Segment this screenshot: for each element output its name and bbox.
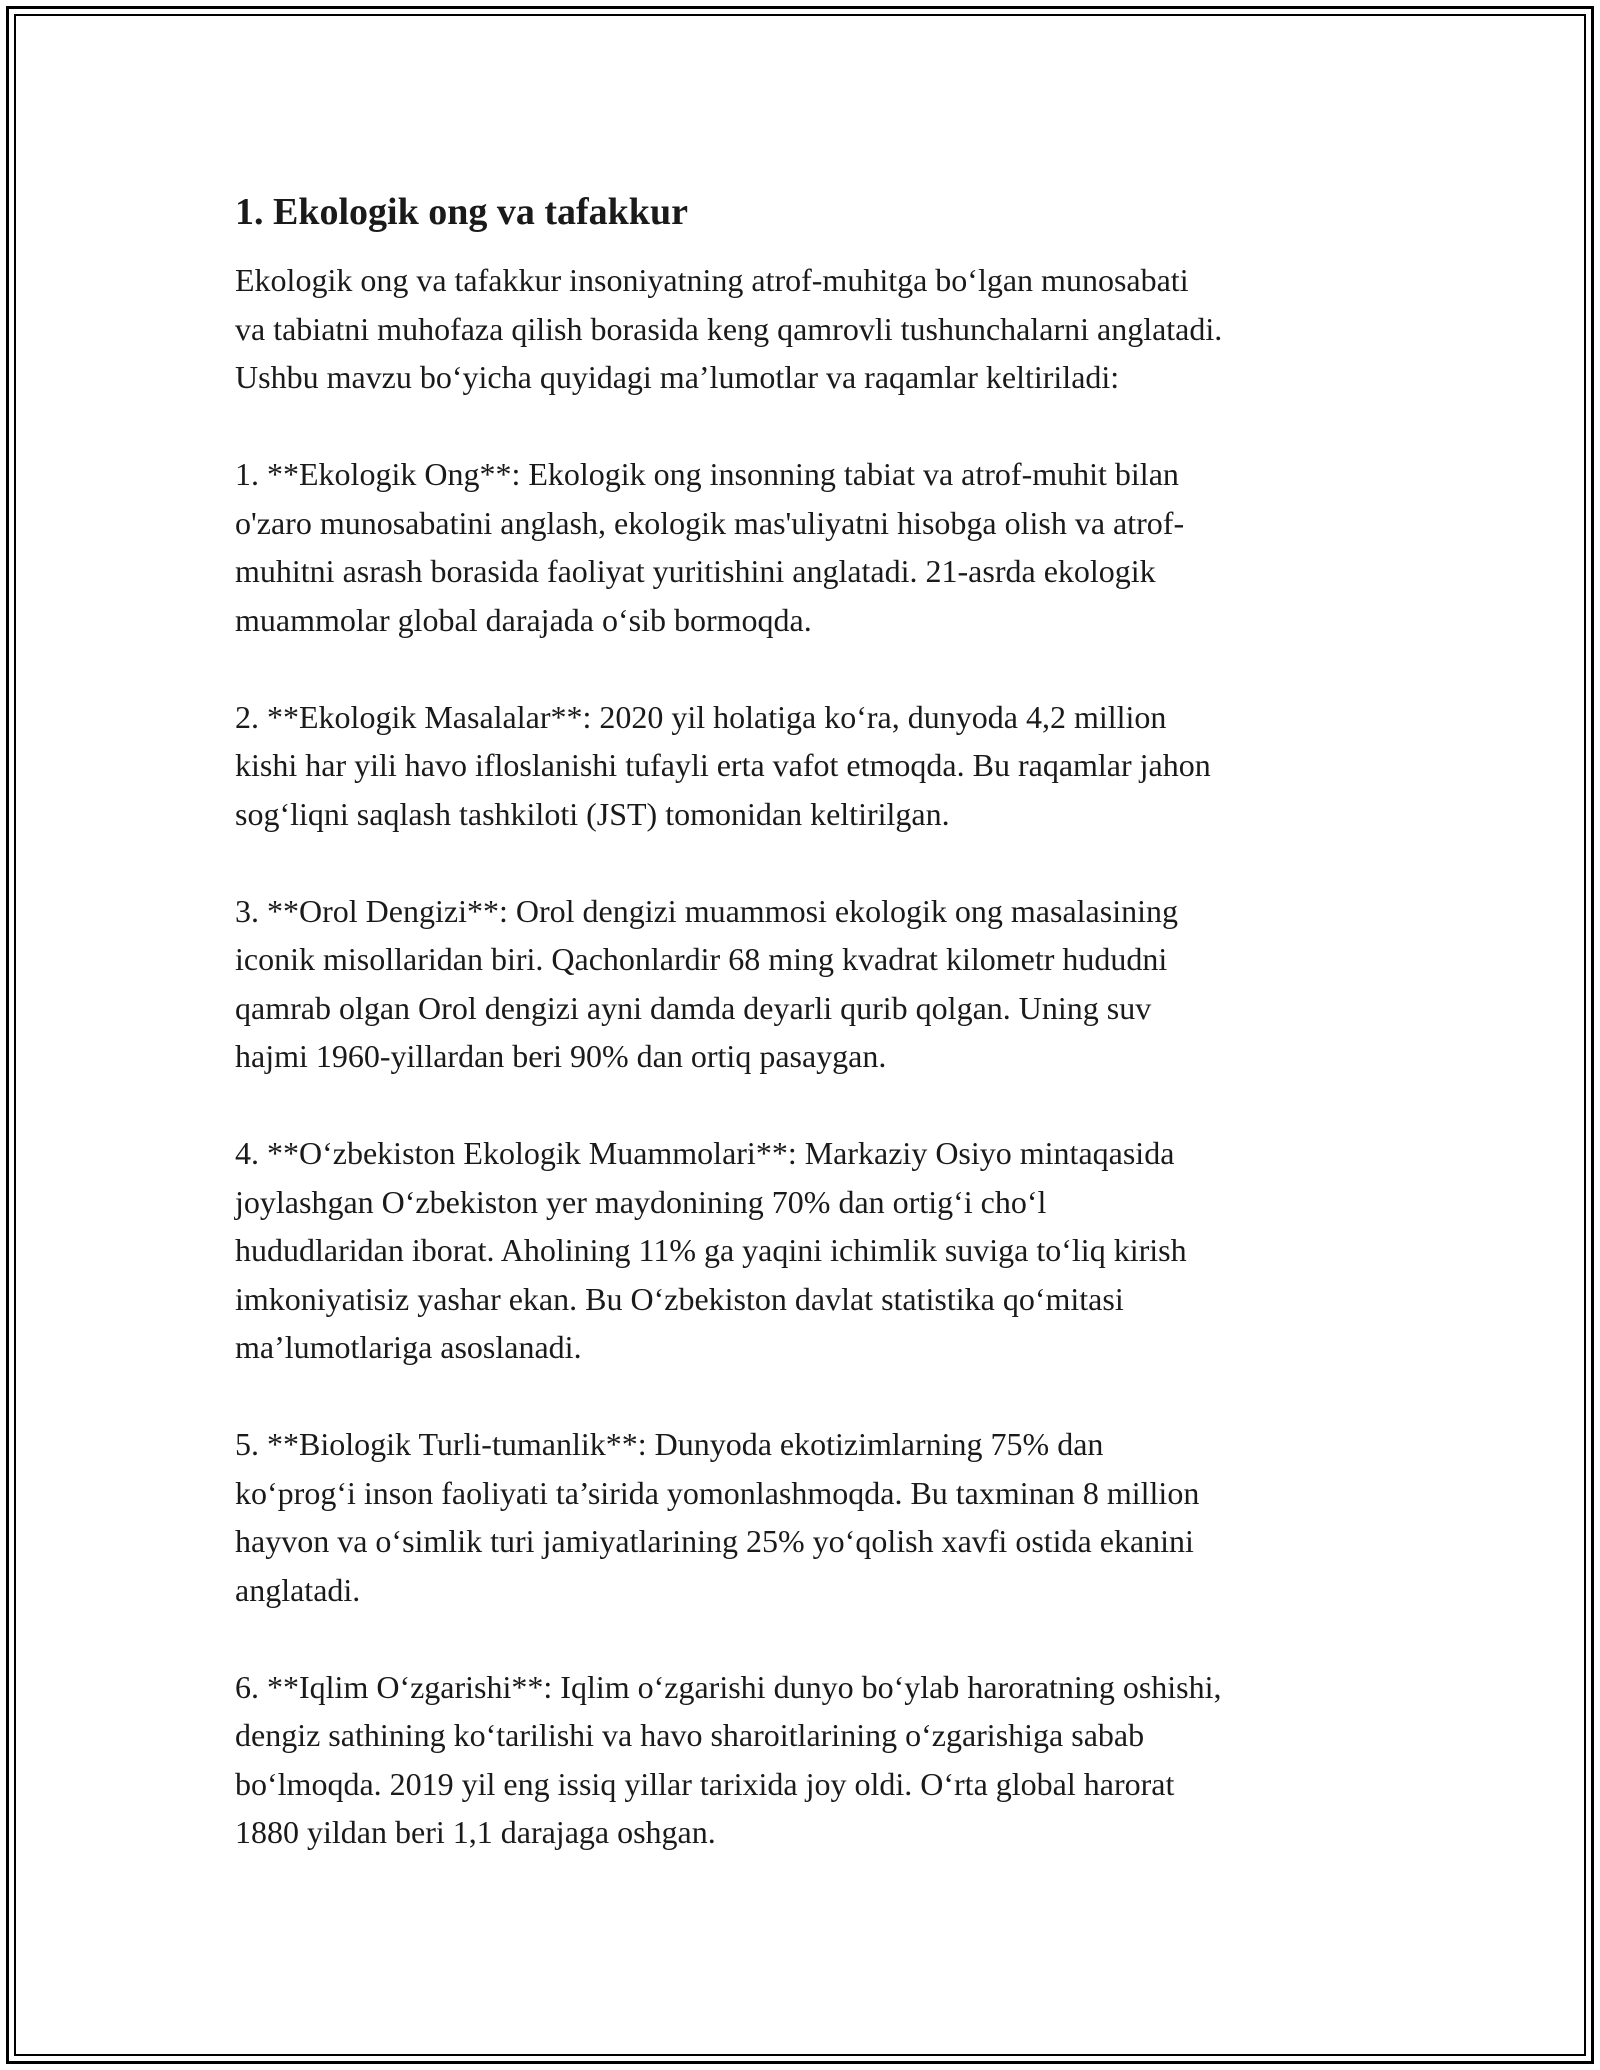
list-item-biologik-turli-tumanlik: 5. **Biologik Turli-tumanlik**: Dunyoda ekotizimlarning 75% dan ko‘prog‘i inson faoliyati ta’sirida yomonlashmoqda. Bu taxminan 8 million hayvon va o‘simlik turi jamiyatlarining 25% yo‘qolish xavfi ostida ekanini anglatadi.: [235, 1426, 1200, 1608]
list-item-iqlim-ozgarishi: 6. **Iqlim O‘zgarishi**: Iqlim o‘zgarishi dunyo bo‘ylab haroratning oshishi, dengiz sathining ko‘tarilishi va havo sharoitlarining o‘zgarishiga sabab bo‘lmoqda. 2019 yil eng issiq yillar tarixida joy oldi. O‘rta global harorat 1880 yildan beri 1,1 darajaga oshgan.: [235, 1668, 1222, 1850]
document-body: [235, 188, 1375, 1905]
intro-paragraph: Ekologik ong va tafakkur insoniyatning atrof-muhitga bo‘lgan munosabati va tabiatni muhofaza qilish borasida keng qamrovli tushunchalarni anglatadi. Ushbu mavzu bo‘yicha quyidagi ma’lumotlar va raqamlar keltiriladi:: [235, 262, 1223, 395]
list-item-ekologik-ong: 1. **Ekologik Ong**: Ekologik ong insonning tabiat va atrof-muhit bilan o'zaro munosabatini anglash, ekologik mas'uliyatni hisobga olish va atrof- muhitni asrash borasida faoliyat yuritishini anglatadi. 21-asrda ekologik muammolar global darajada o‘sib bormoqda.: [235, 456, 1185, 638]
list-item-ozbekiston-muammolari: 4. **O‘zbekiston Ekologik Muammolari**: Markaziy Osiyo mintaqasida joylashgan O‘zbekiston yer maydonining 70% dan ortig‘i cho‘l hududlaridan iborat. Aholining 11% ga yaqini ichimlik suviga to‘liq kirish imkoniyatisiz yashar ekan. Bu O‘zbekiston davlat statistika qo‘mitasi ma’lumotlariga asoslanadi.: [235, 1135, 1187, 1365]
section-heading: 1. Ekologik ong va tafakkur: [235, 191, 688, 233]
list-item-ekologik-masalalar: 2. **Ekologik Masalalar**: 2020 yil holatiga ko‘ra, dunyoda 4,2 million kishi har yili havo ifloslanishi tufayli erta vafot etmoqda. Bu raqamlar jahon sog‘liqni saqlash tashkiloti (JST) tomonidan keltirilgan.: [235, 698, 1211, 832]
list-item-orol-dengizi: 3. **Orol Dengizi**: Orol dengizi muammosi ekologik ong masalasining iconik misollaridan biri. Qachonlardir 68 ming kvadrat kilometr hududni qamrab olgan Orol dengizi ayni damda deyarli qurib qolgan. Uning suv hajmi 1960-yillardan beri 90% dan ortiq pasaygan.: [235, 892, 1178, 1074]
